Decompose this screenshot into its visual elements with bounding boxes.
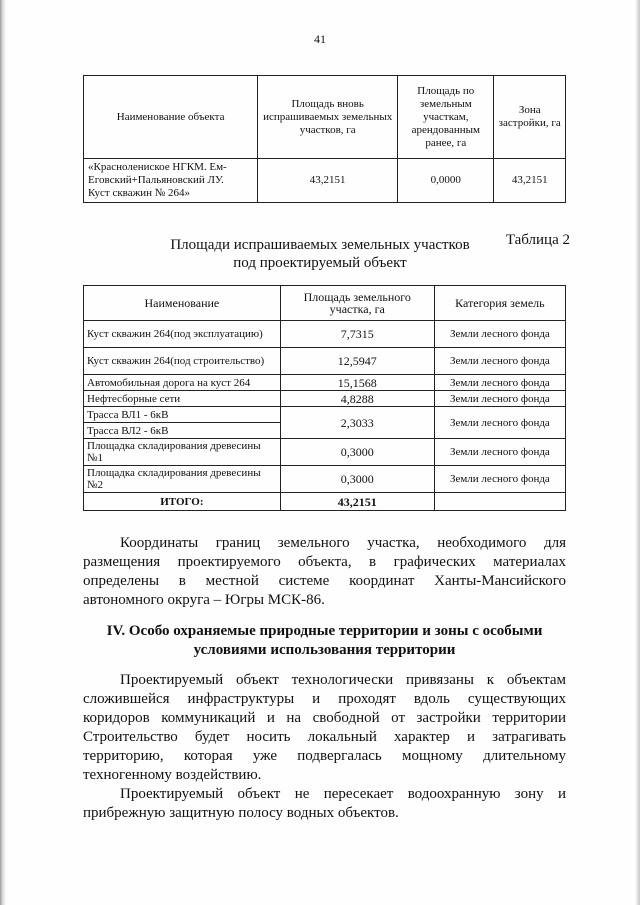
cell-area: 4,8288 [280,391,434,407]
cell-category: Земли лесного фонда [434,439,565,466]
section-heading [83,622,566,660]
table-row [84,466,566,493]
table-row [84,439,566,466]
paragraph-line: автономного округа – Югры МСК-86. [83,592,325,608]
total-category-empty [434,493,565,511]
table-total-row [84,493,566,511]
cell-new-area: 43,2151 [258,159,398,203]
water-protection-paragraph [83,785,566,823]
cell-name: Площадка складирования древесины №2 [84,466,281,493]
object-name-line: Еговский+Пальяновский ЛУ. [88,174,224,186]
cell-name: Площадка складирования древесины №1 [84,439,281,466]
paragraph-line: коридоров коммуникаций и на свободной от застройки территории [83,710,566,726]
paragraph-line: Координаты границ земельного участка, необходимого для [120,535,566,551]
header-new-area: Площадь вновь испрашиваемых земельных участков, га [258,76,398,159]
paragraph-line: определены в местной системе координат Ханты-Мансийского [83,573,566,589]
cell-category: Земли лесного фонда [434,321,565,348]
cell-name: Трасса ВЛ1 - 6кВ [84,407,281,423]
cell-area: 0,3000 [280,439,434,466]
infrastructure-paragraph [83,671,566,785]
cell-category: Земли лесного фонда [434,407,565,439]
cell-name: Нефтесборные сети [84,391,281,407]
scan-edge-left [0,0,6,905]
table-caption: Таблица 2 [505,232,570,248]
total-label: ИТОГО: [84,493,281,511]
section-heading-line: условиями использования территории [193,642,456,658]
paragraph-line: сложившейся инфраструктуры и проходят вдоль существующих [83,691,566,707]
cell-area: 12,5947 [280,348,434,375]
table-title-line: под проектируемый объект [233,255,407,271]
cell-area: 7,7315 [280,321,434,348]
cell-object-name [84,159,258,203]
table-row [84,391,566,407]
object-name-line: «Краснолениское НГКМ. Ем- [88,161,227,173]
paragraph-line: Проектируемый объект не пересекает водоохранную зону и [120,786,566,802]
paragraph-line: Строительство будет носить локальный характер и затрагивать [83,729,566,745]
table-row [84,159,566,203]
header-object-name: Наименование объекта [84,76,258,159]
table-header-row [84,76,566,159]
table-title-line: Площади испрашиваемых земельных участков [170,237,470,253]
cell-name: Трасса ВЛ2 - 6кВ [84,423,281,439]
object-name-line: Куст скважин № 264» [88,187,190,199]
total-area: 43,2151 [280,493,434,511]
table-row [84,407,566,423]
scan-edge-right [635,0,640,905]
header-category: Категория земель [434,286,565,321]
section-heading-line: IV. Особо охраняемые природные территории и зоны с особыми [106,623,543,639]
cell-zone: 43,2151 [494,159,566,203]
paragraph-line: прибрежную защитную полосу водных объектов. [83,805,399,821]
header-rented-area: Площадь по земельным участкам, арендованным ранее, га [398,76,494,159]
paragraph-line: территорию, которая уже подвергалась мощному длительному [83,748,566,764]
cell-rented-area: 0,0000 [398,159,494,203]
header-name: Наименование [84,286,281,321]
requested-areas-table [83,285,566,511]
cell-name: Куст скважин 264(под эксплуатацию) [84,321,281,348]
cell-area: 0,3000 [280,466,434,493]
header-area: Площадь земельного участка, га [280,286,434,321]
cell-area: 2,3033 [280,407,434,439]
page-number: 41 [314,32,326,46]
coordinates-paragraph [83,534,566,610]
cell-category: Земли лесного фонда [434,375,565,391]
table-header-row [84,286,566,321]
table-row [84,375,566,391]
cell-category: Земли лесного фонда [434,466,565,493]
cell-name: Автомобильная дорога на куст 264 [84,375,281,391]
cell-category: Земли лесного фонда [434,348,565,375]
land-area-table [83,75,566,203]
table-row [84,348,566,375]
paragraph-line: Проектируемый объект технологически привязаны к объектам [120,672,566,688]
table-title [0,236,640,272]
cell-category: Земли лесного фонда [434,391,565,407]
paragraph-line: техногенному воздействию. [83,767,262,783]
table-row [84,321,566,348]
header-zone: Зона застройки, га [494,76,566,159]
cell-name: Куст скважин 264(под строительство) [84,348,281,375]
cell-area: 15,1568 [280,375,434,391]
paragraph-line: размещения проектируемого объекта, в графических материалах [83,554,566,570]
